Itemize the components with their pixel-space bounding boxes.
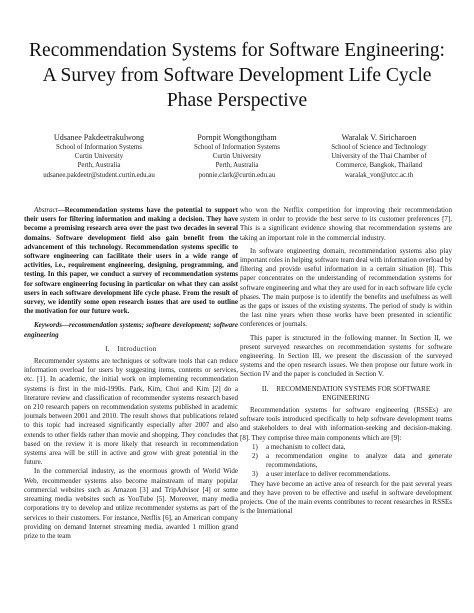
list-item bbox=[240, 470, 452, 479]
author-email: waralak_von@utcc.ac.th bbox=[344, 171, 414, 179]
keywords bbox=[24, 321, 238, 339]
list-text: a recommendation engine to analyze data and generate recommendations, bbox=[266, 452, 452, 470]
author-2 bbox=[172, 132, 302, 180]
body-paragraph: In software engineering domain, recommendation systems also play important roles in helping software team deal with information overload by filtering and provide useful information in a certain situation [8]. This paper concentrates on the understanding of recommendation systems for software engineering and what they are used for in each software life cycle phases. The main purpose is to identify the benefits and usefulness as well as the gaps or issues of the existing systems. The period of study is within the last nine years when those works have been presented in scientific conferences or journals. bbox=[240, 246, 452, 329]
list-item bbox=[240, 452, 452, 470]
abstract-lead: Abstract bbox=[34, 206, 58, 214]
keywords-text: —recommendation systems; software development; software engineering bbox=[24, 321, 238, 339]
title-line: Recommendation Systems for Software Engineering: bbox=[29, 40, 445, 61]
title-line: Phase Perspective bbox=[166, 90, 308, 111]
abstract-text: —Recommendation systems have the potential to support their users for filtering information and making a decision. They have become a promising research area over the past two decades in several domains. Software development field also gain benefit from the advancement of this technology. Recommendation systems specific to software engineering can facilitate their users in a wide range of activities, i.e., requirement engineering, designing, programming, and testing. In this paper, we conduct a survey of recommendation systems for software engineering focusing in particular on what they can assist users in each software development life cycle phase. From the result of survey, we identify some open research issues that are used to outline the motivation for our future work. bbox=[24, 206, 238, 316]
section-heading-recommendation-systems bbox=[240, 385, 452, 403]
section-number: I. bbox=[105, 344, 110, 353]
abstract bbox=[24, 206, 238, 316]
component-list bbox=[240, 443, 452, 480]
author-location: Perth, Australia bbox=[77, 162, 121, 170]
author-university: Curtin University bbox=[74, 153, 124, 161]
author-email: udsanee.pakdeetr@student.curtin.edu.au bbox=[43, 171, 155, 179]
author-university: Curtin University bbox=[212, 153, 262, 161]
body-paragraph: Recommender systems are techniques or software tools that can reduce information overload for users by suggesting items, contents or services, etc. [1]. In academic, the initial work on implementing recommendation systems is first in the mid-1990s. Park, Kim, Choi and Kim [2] do a literature review and classification of recommender systems research based on 210 research papers on recommendation systems published in academic journals between 2001 and 2010. The result shows that publications related to this topic had increased significantly especially after 2007 and also extends to other fields rather than movie and shopping. They concludes that based on the review it is more likely that research in recommendation systems area will be still in active and grow with great potential in the future. bbox=[24, 357, 238, 467]
list-marker: 2) bbox=[252, 452, 258, 461]
list-item bbox=[240, 443, 452, 452]
list-marker: 3) bbox=[252, 470, 258, 479]
author-name: Pornpit Wongthongtham bbox=[197, 133, 277, 142]
list-text: a mechanism to collect data, bbox=[266, 442, 346, 451]
paper-title bbox=[20, 38, 454, 113]
author-3 bbox=[314, 132, 444, 180]
section-heading-introduction bbox=[24, 345, 238, 354]
author-email: ponnie.clark@curtin.edu.au bbox=[198, 171, 276, 179]
list-marker: 1) bbox=[252, 442, 258, 451]
author-affiliation: School of Information Systems bbox=[194, 144, 280, 151]
right-column bbox=[240, 206, 452, 517]
section-title-line1: RECOMMENDATION SYSTEMS FOR SOFTWARE bbox=[276, 384, 431, 393]
section-title: Introduction bbox=[117, 344, 157, 353]
author-name: Waralak V. Siricharoen bbox=[341, 133, 417, 142]
body-paragraph: In the commercial industry, as the enormous growth of World Wide Web, recommender systems also become mainstream of many popular commercial websites such as Amazon [3] and TripAdvisor [4] or some streaming media websites such as YouTube [5]. Moreover, many media corporations try to develop and utilize recommender systems as part of the services to their customers. For instance, Netflix [6], an American company providing on demand Internet streaming media, awarded 1 million grand prize to the team bbox=[24, 467, 238, 540]
author-affiliation: School of Science and Technology bbox=[331, 144, 427, 151]
body-paragraph: Recommendation systems for software engineering (RSSEs) are software tools introduced specifically to help software development teams and stakeholders to deal with information-seeking and decision-making. [8]. They comprise three main components which are [9]: bbox=[240, 406, 452, 442]
title-line: A Survey from Software Development Life Cycle bbox=[42, 65, 432, 86]
keywords-lead: Keywords bbox=[34, 321, 62, 330]
left-column bbox=[24, 206, 238, 541]
author-name: Udsanee Pakdeetrakulwong bbox=[53, 133, 145, 142]
author-block bbox=[0, 132, 474, 182]
author-university: University of the Thai Chamber of bbox=[331, 153, 427, 161]
body-paragraph: They have become an active area of research for the past several years and they have proven to be effective and useful in software development projects. One of the main events contributes to recent researches in RSSEs is the International bbox=[240, 479, 452, 516]
author-location: Commerce, Bangkok, Thailand bbox=[335, 162, 423, 170]
body-paragraph: This paper is structured in the following manner. In Section II, we present surveyed researches on recommendation systems for software engineering. In Section III, we present the discussion of the surveyed systems and the open research issues. We then propose our future work in Section IV and the paper is concluded in Section V. bbox=[240, 333, 452, 379]
author-1 bbox=[34, 132, 164, 180]
list-text: a user interface to deliver recommendations. bbox=[266, 470, 391, 479]
section-number: II. bbox=[261, 384, 269, 393]
section-title-line2: ENGINEERING bbox=[322, 393, 370, 402]
body-paragraph-continued: who won the Netflix competition for improving their recommendation system in order to provide the best serve to its customer preferences [7]. This is a significant evidence showing that recommendation systems are taking an important role in the commercial industry. bbox=[240, 206, 452, 242]
author-location: Perth, Australia bbox=[215, 162, 259, 170]
author-affiliation: School of Information Systems bbox=[56, 144, 142, 151]
